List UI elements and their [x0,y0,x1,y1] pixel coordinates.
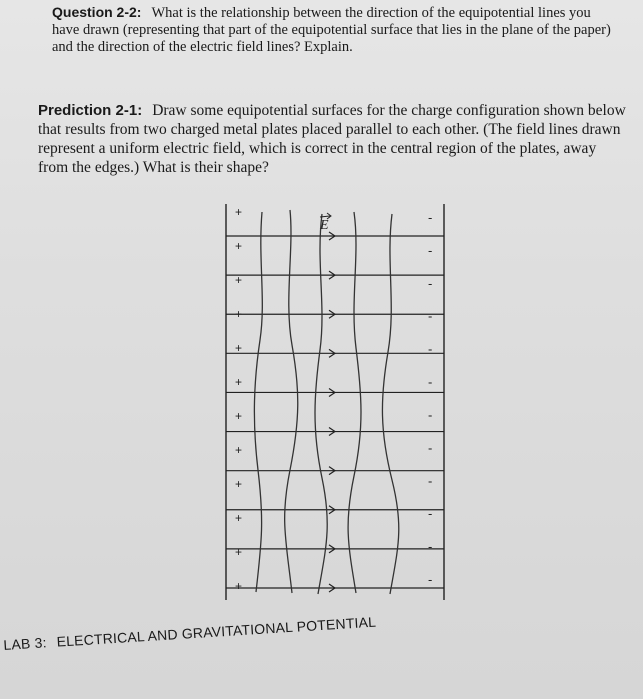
equipotential-line-4 [348,212,361,593]
minus-sign: - [428,506,433,522]
prediction-text: Draw some equipotential surfaces for the charge configuration shown below that results from two charged metal plates placed parallel to each other. (The field lines drawn represent a uniform electric field, which is correct in the central region of the plates, away from the edges.) What is their shape? [38,102,626,176]
plus-sign: + [235,579,243,593]
plus-sign: + [235,443,243,457]
equipotential-line-1 [254,212,262,592]
minus-sign: - [428,374,433,390]
equipotential-line-2 [285,210,298,593]
footer-lab: LAB 3: [2,634,48,653]
plus-sign: + [235,307,243,321]
minus-sign: - [428,407,433,423]
minus-sign: - [428,572,433,587]
field-label: E [320,218,329,233]
positive-charges [235,205,242,593]
question-text: What is the relationship between the direction of the equipotential lines you have drawn (representing that part of the equipotential surface that lies in the plane of the paper) and the direction of the electric field lines? Explain. [52,5,611,55]
footer-title: ELECTRICAL AND GRAVITATIONAL POTENTIAL [56,613,377,650]
plus-sign: + [235,239,243,253]
minus-sign: - [428,341,433,357]
plus-sign: + [235,545,243,559]
plus-sign: + [235,511,243,525]
minus-sign: - [428,440,433,456]
negative-charges [428,210,432,587]
minus-sign: - [428,308,433,324]
plus-sign: + [235,205,243,219]
prediction-label: Prediction 2-1: [38,102,143,119]
minus-sign: - [428,473,433,489]
minus-sign: - [428,275,433,291]
plus-sign: + [235,341,243,355]
plus-sign: + [235,477,243,491]
plus-sign: + [235,409,243,423]
minus-sign: - [428,539,433,555]
equipotential-line-3 [315,214,327,594]
field-lines [226,232,444,592]
hand-drawn-equipotential-lines [254,210,398,594]
plus-sign: + [235,273,243,287]
question-label: Question 2-2: [52,4,142,20]
minus-sign: - [428,210,433,225]
plus-sign: + [235,375,243,389]
equipotential-line-5 [382,214,398,594]
minus-sign: - [428,242,433,258]
